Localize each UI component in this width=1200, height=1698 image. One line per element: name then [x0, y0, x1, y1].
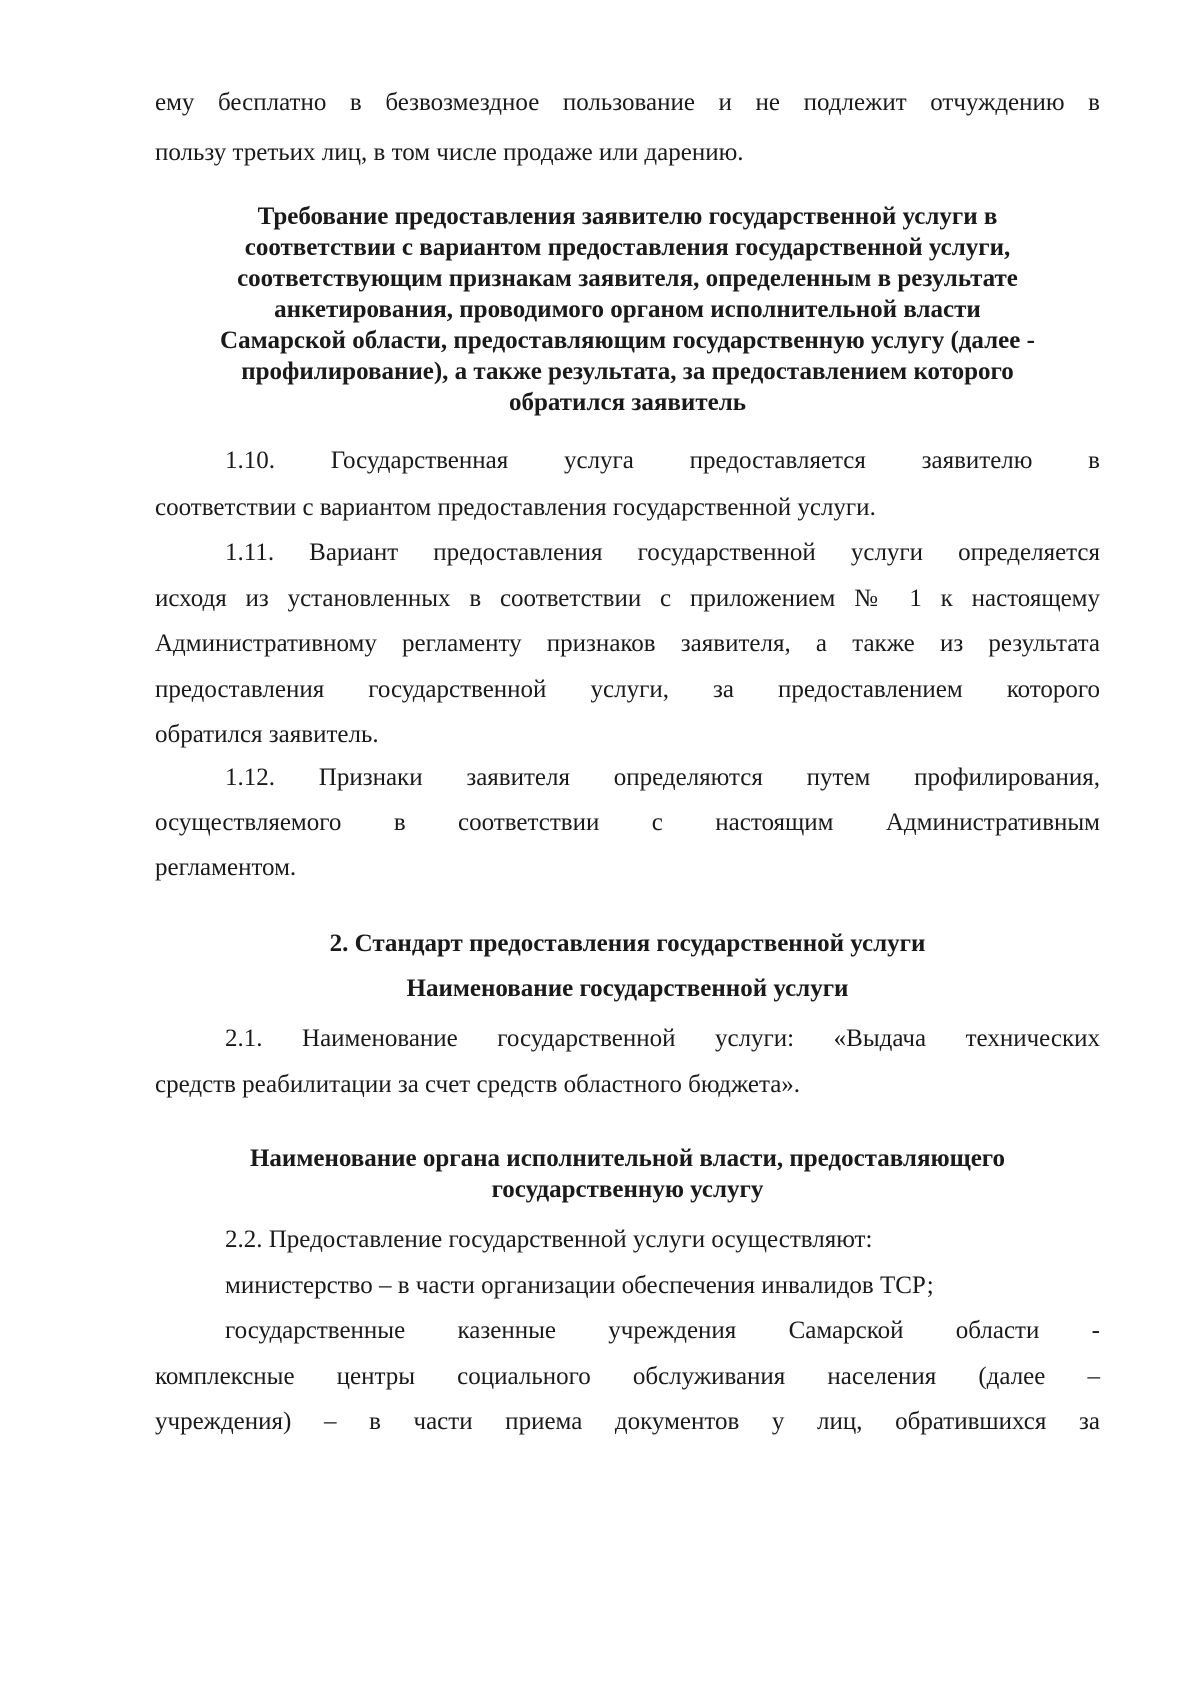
- item-1-11-line-4: предоставления государственной услуги, за предоставлением которого: [155, 676, 1100, 703]
- item-2-1-line-2: средств реабилитации за счет средств областного бюджета».: [155, 1071, 801, 1098]
- profiling-heading-line-2: соответствии с вариантом предоставления государственной услуги,: [244, 234, 1011, 261]
- service-name-heading: Наименование государственной услуги: [406, 975, 849, 1002]
- profiling-heading-line-1: Требование предоставления заявителю государственной услуги в: [257, 203, 998, 230]
- item-1-12-line-2: осуществляемого в соответствии с настоящим Административным: [155, 809, 1100, 836]
- item-2-1-line-1: 2.1. Наименование государственной услуги: «Выдача технических: [225, 1025, 1100, 1052]
- item-1-11-line-5: обратился заявитель.: [155, 721, 379, 748]
- authority-heading-line-2: государственную услугу: [491, 1176, 764, 1203]
- profiling-heading-line-7: обратился заявитель: [509, 389, 746, 416]
- item-1-11-line-3: Административному регламенту признаков заявителя, а также из результата: [155, 630, 1100, 657]
- profiling-heading-line-3: соответствующим признакам заявителя, определенным в результате: [237, 265, 1018, 292]
- item-1-10-line-2: соответствии с вариантом предоставления государственной услуги.: [155, 494, 876, 521]
- item-2-2-line-1: 2.2. Предоставление государственной услуги осуществляют:: [225, 1226, 873, 1253]
- authority-heading-line-1: Наименование органа исполнительной власти, предоставляющего: [249, 1145, 1006, 1172]
- item-2-2-line-4: комплексные центры социального обслуживания населения (далее –: [155, 1363, 1100, 1390]
- profiling-heading-line-5: Самарской области, предоставляющим государственную услугу (далее -: [220, 327, 1035, 354]
- section-2-title: 2. Стандарт предоставления государственной услуги: [329, 930, 926, 957]
- item-1-11-line-2: исходя из установленных в соответствии с приложением № 1 к настоящему: [155, 585, 1100, 612]
- item-2-2-line-2: министерство – в части организации обеспечения инвалидов ТСР;: [225, 1272, 934, 1299]
- item-1-10-line-1: 1.10. Государственная услуга предоставляется заявителю в: [225, 447, 1100, 474]
- item-2-2-line-3: государственные казенные учреждения Самарской области -: [225, 1317, 1100, 1344]
- continuation-line-1: ему бесплатно в безвозмездное пользование и не подлежит отчуждению в: [155, 89, 1100, 116]
- item-1-11-line-1: 1.11. Вариант предоставления государственной услуги определяется: [225, 539, 1100, 566]
- profiling-heading-line-6: профилирование), а также результата, за предоставлением которого: [241, 358, 1014, 385]
- continuation-line-2: пользу третьих лиц, в том числе продаже или дарению.: [155, 139, 744, 166]
- item-2-2-line-5: учреждения) – в части приема документов у лиц, обратившихся за: [155, 1408, 1100, 1435]
- item-1-12-line-3: регламентом.: [155, 854, 297, 881]
- item-1-12-line-1: 1.12. Признаки заявителя определяются путем профилирования,: [225, 764, 1100, 791]
- profiling-heading-line-4: анкетирования, проводимого органом исполнительной власти: [274, 296, 981, 323]
